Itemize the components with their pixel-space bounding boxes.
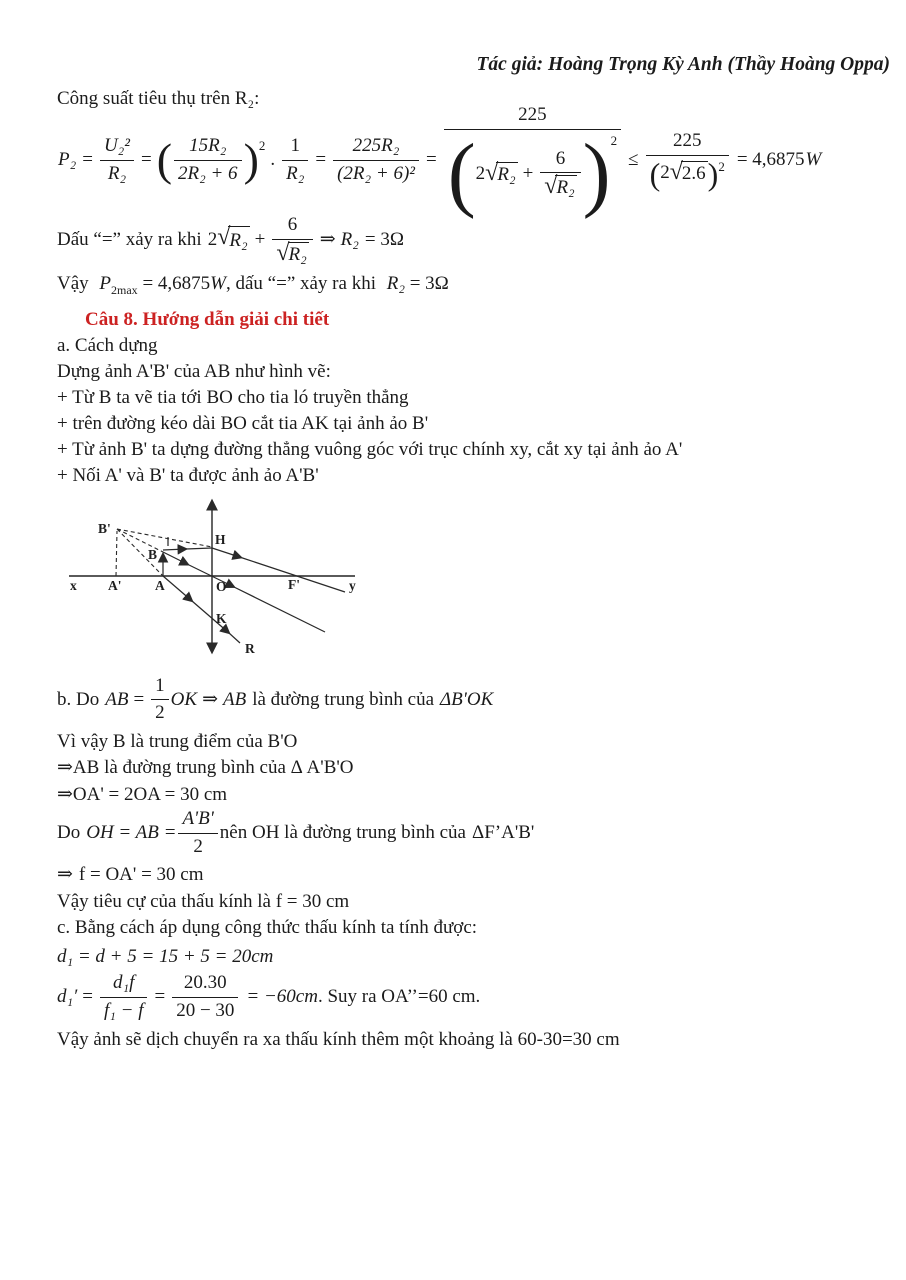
- text-run: . Suy ra OA’’=60 cm.: [317, 986, 481, 1008]
- label-k: K: [216, 610, 227, 626]
- math-token: R₂: [107, 162, 127, 184]
- exponent: 2: [610, 132, 618, 148]
- label-h: H: [215, 531, 226, 547]
- section-b-line6: [57, 862, 890, 889]
- sqrt-expression: [217, 226, 249, 254]
- equals-sign: =: [133, 688, 145, 710]
- math-token: W: [210, 273, 226, 294]
- math-token: d₁′: [57, 986, 78, 1008]
- fraction: [100, 972, 147, 1023]
- math-token: 2.6: [681, 163, 706, 185]
- math-token: 1: [282, 135, 308, 161]
- math-token: (2R₂ + 6)²: [337, 162, 415, 184]
- math-token: ΔF’A'B': [471, 822, 535, 844]
- text-run: OA' = 2OA = 30 cm: [72, 783, 228, 805]
- label-b: B: [148, 546, 158, 562]
- close-paren: ): [582, 126, 611, 220]
- math-token: R₂: [286, 162, 305, 184]
- math-token: 225: [646, 130, 729, 156]
- math-token: R₂: [288, 243, 307, 265]
- fraction: [172, 972, 238, 1023]
- math-token: 20 − 30: [176, 999, 235, 1021]
- sqrt-expression: [485, 159, 517, 187]
- math-token: 2R₂ + 6: [178, 162, 238, 184]
- math-token: R₂: [556, 177, 575, 199]
- label-b-image: B': [98, 520, 111, 536]
- math-token: W: [805, 149, 822, 170]
- math-token: OH = AB =: [86, 822, 177, 844]
- label-a-image: A': [108, 577, 122, 593]
- lens-diagram: [62, 489, 362, 667]
- math-token: R₂: [386, 273, 405, 294]
- implies-arrow: ⇒: [57, 864, 73, 886]
- multiply-dot: .: [270, 149, 276, 170]
- fraction: [282, 135, 308, 186]
- label-a: A: [155, 577, 165, 593]
- text-run: b. Do: [57, 688, 100, 710]
- subscript: 2max: [111, 282, 138, 297]
- math-token: 2: [475, 162, 486, 184]
- math-token: 1: [151, 675, 169, 701]
- backward-extension-dashed: [117, 529, 212, 547]
- close-paren-squared: [243, 134, 266, 185]
- denominator: [272, 240, 312, 267]
- math-token: 6: [272, 214, 312, 240]
- section-c-formula2: [57, 973, 890, 1021]
- close-paren: ): [707, 155, 719, 192]
- math-token: 2: [155, 702, 165, 724]
- math-token: 2: [193, 835, 203, 857]
- construction-title: a. Cách dựng: [57, 334, 158, 356]
- close-paren-squared: [707, 155, 725, 192]
- max-power-line: [57, 270, 890, 304]
- math-token: 6: [540, 148, 580, 174]
- math-token: AB: [223, 688, 247, 710]
- fraction: [540, 148, 580, 201]
- math-token: ΔB'OK: [440, 688, 494, 710]
- math-token: d₁f: [100, 972, 147, 998]
- math-token: R₂: [497, 163, 516, 185]
- label-r: R: [245, 640, 255, 656]
- math-token: 225R₂: [333, 135, 419, 161]
- conclusion-line: Vậy ảnh sẽ dịch chuyển ra xa thấu kính thêm một khoảng là 60-30=30 cm: [57, 1029, 620, 1051]
- open-paren: (: [649, 155, 661, 192]
- math-token: 2: [207, 229, 218, 250]
- radical-sign: √: [485, 159, 499, 186]
- text-run: Vậy: [57, 273, 89, 294]
- text-run: , dấu “=” xảy ra khi: [225, 273, 376, 294]
- virtual-image-dashed: [116, 531, 117, 576]
- math-token: = 4,6875: [142, 273, 211, 294]
- text-run: nên OH là đường trung bình của: [219, 822, 466, 844]
- exponent: 2: [718, 158, 725, 174]
- construction-step: + trên đường kéo dài BO cắt tia AK tại ảnh ảo B': [57, 412, 429, 434]
- text-run: f = OA' = 30 cm: [78, 864, 204, 886]
- plus-sign: +: [254, 229, 266, 250]
- close-paren-squared: [582, 126, 618, 220]
- math-token: 2: [660, 162, 670, 184]
- sqrt-expression: [276, 239, 308, 267]
- radical-sign: √: [276, 239, 290, 266]
- construction-intro: Dựng ảnh A'B' của AB như hình vẽ:: [57, 360, 331, 382]
- math-token: AB: [105, 688, 129, 710]
- denominator: [540, 173, 580, 200]
- implies-arrow: ⇒: [57, 783, 73, 805]
- math-token: R₂: [340, 229, 359, 250]
- author-line: Tác giả: Hoàng Trọng Kỳ Anh (Thầy Hoàng Oppa): [476, 54, 890, 75]
- exponent: 2: [258, 138, 266, 153]
- math-token: 20.30: [172, 972, 238, 998]
- section-b-line4: [57, 782, 890, 809]
- sqrt-expression: [670, 161, 708, 186]
- parallel-ray: [163, 537, 212, 550]
- section-b-line1: [57, 675, 890, 725]
- math-token: = 4,6875: [736, 149, 805, 170]
- close-paren: ): [243, 134, 259, 185]
- big-fraction: [444, 104, 621, 220]
- fraction: [100, 135, 134, 186]
- open-paren: (: [156, 134, 173, 185]
- math-token: P₂: [58, 149, 77, 170]
- fraction: [178, 808, 217, 859]
- fraction: [646, 130, 729, 190]
- intro-line: Công suất tiêu thụ trên R₂:: [57, 88, 260, 109]
- denominator: [444, 126, 621, 220]
- math-token: 15R₂: [174, 135, 242, 161]
- radical-sign: √: [217, 224, 231, 250]
- construction-step: + Từ B ta vẽ tia tới BO cho tia ló truyền thẳng: [57, 386, 409, 408]
- question-heading: Câu 8. Hướng dẫn giải chi tiết: [85, 308, 330, 330]
- less-equal-sign: ≤: [628, 149, 639, 170]
- math-token: A'B': [178, 808, 217, 834]
- fraction: [151, 675, 169, 726]
- equality-condition-line: [57, 214, 890, 266]
- math-token: U₂²: [100, 135, 134, 161]
- section-c-intro: c. Bằng cách áp dụng công thức thấu kính ta tính được:: [57, 917, 478, 939]
- equals-sign: =: [315, 149, 327, 170]
- lens-diagram-container: [62, 489, 890, 675]
- fraction: [333, 135, 419, 186]
- label-y-axis: y: [349, 577, 356, 593]
- section-b-line3: [57, 755, 890, 782]
- fraction: [272, 214, 312, 267]
- label-o: O: [216, 578, 227, 594]
- fraction: [174, 135, 242, 186]
- construction-step: + Nối A' và B' ta được ảnh ảo A'B': [57, 464, 319, 486]
- section-b-line5: [57, 808, 890, 858]
- implies-arrow: ⇒: [202, 688, 218, 710]
- implies-arrow: ⇒: [319, 229, 336, 250]
- equals-sign: =: [425, 149, 437, 170]
- section-b-line2: Vì vậy B là trung điểm của B'O: [57, 730, 298, 752]
- implies-arrow: ⇒: [57, 757, 73, 779]
- math-token: 225: [444, 104, 621, 130]
- math-token: R₂: [228, 226, 249, 254]
- math-token: f₁ − f: [103, 999, 144, 1021]
- math-token: = 3Ω: [409, 273, 449, 294]
- radical-sign: √: [669, 159, 683, 186]
- power-formula: [57, 104, 890, 220]
- section-b-line7: Vậy tiêu cự của thấu kính là f = 30 cm: [57, 890, 350, 912]
- math-token: = 3Ω: [364, 229, 404, 250]
- construction-step: + Từ ảnh B' ta dựng đường thẳng vuông góc với trục chính xy, cắt xy tại ảnh ảo A': [57, 438, 683, 460]
- radical-sign: √: [544, 173, 558, 200]
- open-paren: (: [447, 126, 476, 220]
- label-f-prime: F': [288, 576, 300, 592]
- sqrt-expression: [544, 175, 576, 200]
- math-token: = −60cm: [246, 986, 318, 1008]
- text-run: Dấu “=” xảy ra khi: [57, 229, 202, 250]
- math-token: OK: [170, 688, 198, 710]
- plus-sign: +: [522, 162, 534, 184]
- text-run: AB là đường trung bình của Δ A'B'O: [72, 757, 354, 779]
- equals-sign: =: [140, 149, 152, 170]
- math-token: P: [99, 273, 112, 294]
- text-run: Do: [57, 822, 81, 844]
- label-x-axis: x: [70, 577, 77, 593]
- equals-sign: =: [82, 149, 93, 170]
- denominator: [646, 156, 729, 190]
- equals-sign: =: [154, 986, 166, 1008]
- equals-sign: =: [82, 986, 93, 1008]
- section-c-formula1: d₁ = d + 5 = 15 + 5 = 20cm: [57, 946, 274, 968]
- text-run: là đường trung bình của: [252, 688, 435, 710]
